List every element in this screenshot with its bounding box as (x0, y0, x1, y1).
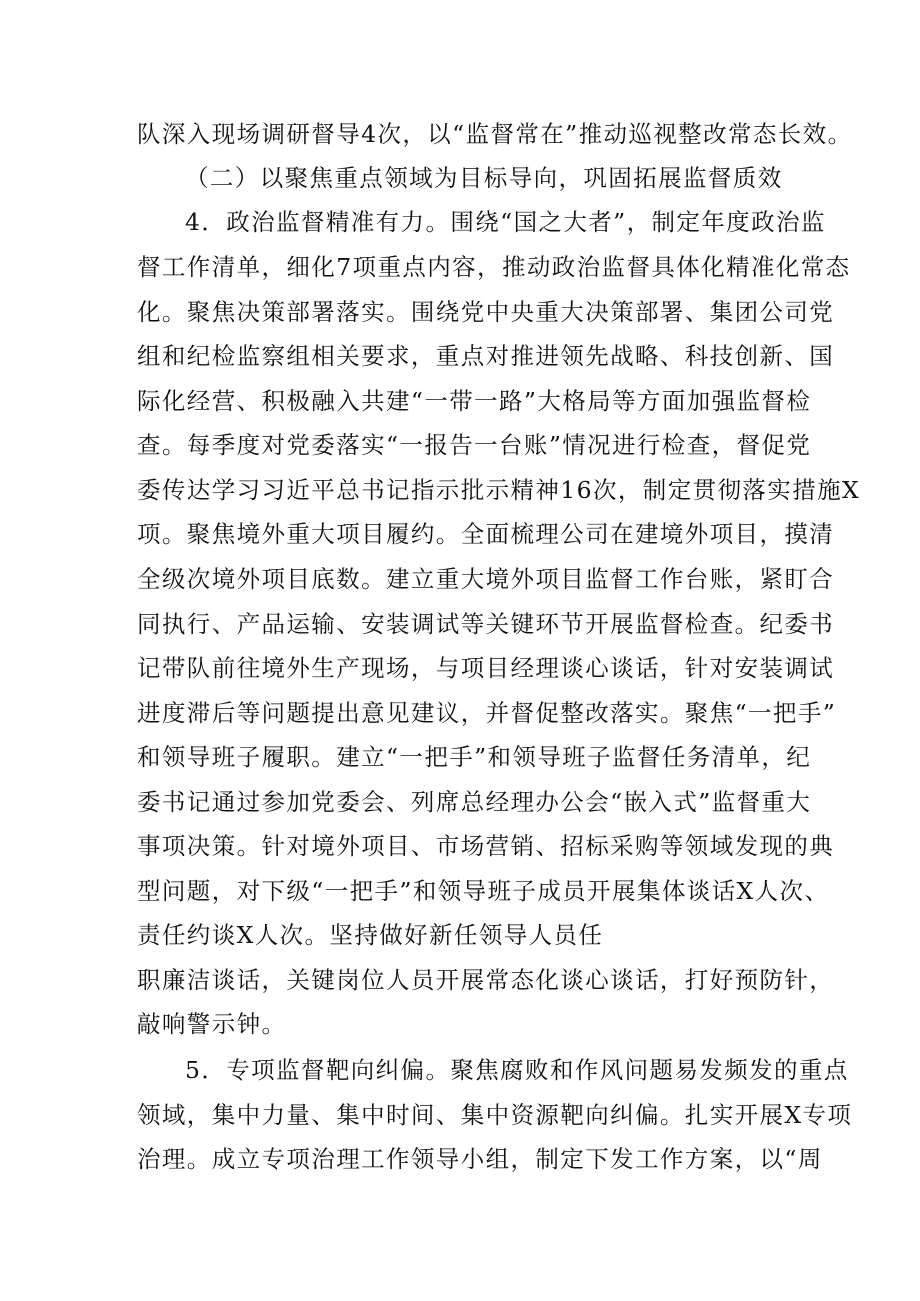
text-line: 事项决策。针对境外项目、市场营销、招标采购等领域发现的典 (137, 832, 835, 860)
text-line: 委传达学习习近平总书记指示批示精神16次，制定贯彻落实措施X (137, 476, 861, 504)
text-line: 查。每季度对党委落实“一报告一台账”情况进行检查，督促党 (137, 431, 812, 459)
text-line: 5．专项监督靶向纠偏。聚焦腐败和作风问题易发频发的重点 (185, 1056, 849, 1084)
text-line: 记带队前往境外生产现场，与项目经理谈心谈话，针对安装调试 (137, 654, 835, 682)
text-line: 职廉洁谈话，关键岗位人员开展常态化谈心谈话，打好预防针， (137, 966, 835, 994)
text-line: 化。聚焦决策部署落实。围绕党中央重大决策部署、集团公司党 (137, 298, 835, 326)
text-line: 领域，集中力量、集中时间、集中资源靶向纠偏。扎实开展X专项 (137, 1101, 853, 1129)
text-line: 组和纪检监察组相关要求，重点对推进领先战略、科技创新、国 (137, 342, 835, 370)
text-line: 和领导班子履职。建立“一把手”和领导班子监督任务清单，纪 (137, 743, 812, 771)
text-line: 责任约谈X人次。坚持做好新任领导人员任 (137, 921, 604, 949)
text-line: 际化经营、积极融入共建“一带一路”大格局等方面加强监督检 (137, 387, 812, 415)
text-line: 督工作清单，细化7项重点内容，推动政治监督具体化精准化常态 (137, 253, 851, 281)
text-line: 敲响警示钟。 (137, 1010, 287, 1038)
text-line: 委书记通过参加党委会、列席总经理办公会“嵌入式”监督重大 (137, 788, 812, 816)
text-line: 治理。成立专项治理工作领导小组，制定下发工作方案，以“周 (137, 1145, 823, 1173)
section-heading: （二）以聚焦重点领域为目标导向，巩固拓展监督质效 (185, 164, 783, 192)
text-line: 全级次境外项目底数。建立重大境外项目监督工作台账，紧盯合 (137, 565, 835, 593)
text-line: 项。聚焦境外重大项目履约。全面梳理公司在建境外项目，摸清 (137, 520, 835, 548)
text-line: 4．政治监督精准有力。围绕“国之大者”，制定年度政治监 (185, 208, 826, 236)
text-line: 进度滞后等问题提出意见建议，并督促整改落实。聚焦“一把手” (137, 699, 837, 727)
text-line: 同执行、产品运输、安装调试等关键环节开展监督检查。纪委书 (137, 610, 835, 638)
text-line: 队深入现场调研督导4次，以“监督常在”推动巡视整改常态长效。 (137, 120, 853, 148)
text-line: 型问题，对下级“一把手”和领导班子成员开展集体谈话X人次、 (137, 877, 830, 905)
